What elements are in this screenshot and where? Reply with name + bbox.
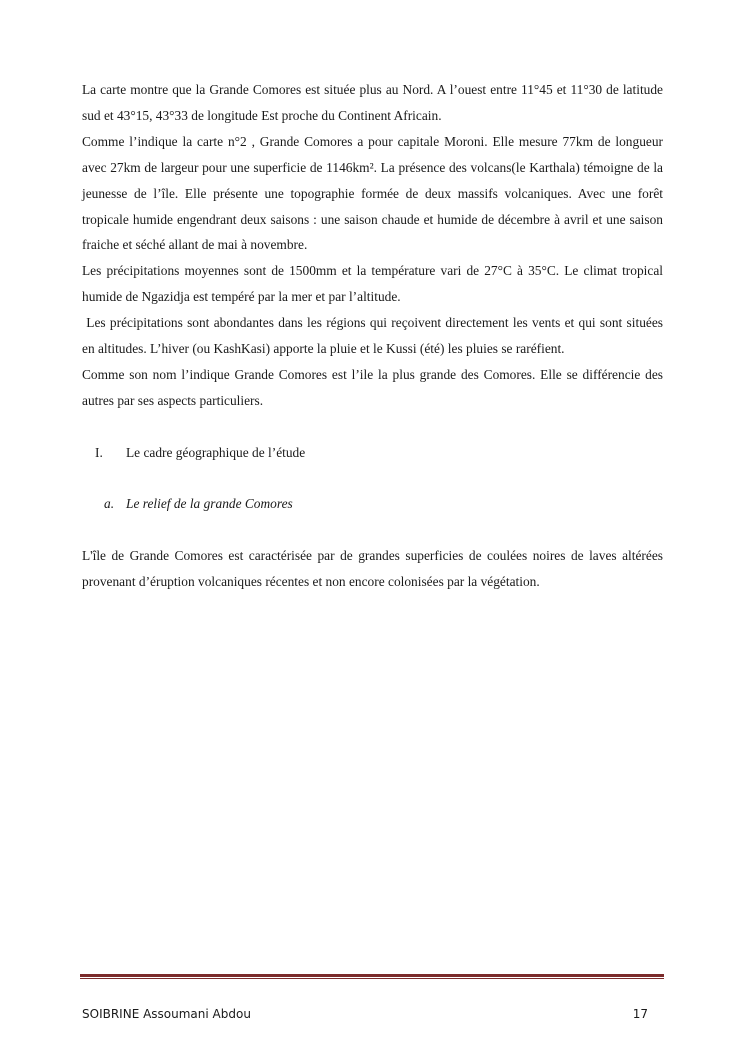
section-heading xyxy=(82,440,663,466)
footer-divider xyxy=(80,974,664,979)
footer-author: SOIBRINE Assoumani Abdou xyxy=(82,1007,251,1021)
section-number: I. xyxy=(95,444,103,460)
paragraph-location: La carte montre que la Grande Comores est située plus au Nord. A l’ouest entre 11°45 et 11°30 de latitude sud et 43°15, 43°33 de longitude Est proche du Continent Africain. xyxy=(82,82,663,123)
paragraph-lava-flows: L'île de Grande Comores est caractérisée par de grandes superficies de coulées noires de laves altérées provenant d’éruption volcaniques récentes et non encore colonisées par la végétation. xyxy=(82,548,663,590)
subsection-number: a. xyxy=(104,496,115,512)
spacer xyxy=(82,466,663,492)
paragraph-capital-dimensions: Comme l’indique la carte n°2 , Grande Comores a pour capitale Moroni. Elle mesure 77km de longueur avec 27km de largeur pour une superficie de 1146km². La présence des volcans(le Karthala) témoigne de la jeunesse de l’île. Elle présente une topographie formée de deux massifs volcaniques. Avec une forêt tropicale humide engendrant deux saisons : une saison chaude et humide de décembre à avril et une saison fraiche et séché allant de mai à novembre. xyxy=(82,133,663,253)
paragraph-seasons: Les précipitations sont abondantes dans les régions qui reçoivent directement les vents et qui sont situées en altitudes. L’hiver (ou KashKasi) apporte la pluie et le Kussi (été) les pluies se raréfient. xyxy=(82,315,667,357)
paragraph-precipitation-temperature: Les précipitations moyennes sont de 1500mm et la température vari de 27°C à 35°C. Le climat tropical humide de Ngazidja est tempéré par la mer et par l’altitude. xyxy=(82,263,663,305)
spacer xyxy=(82,414,663,440)
subsection-heading xyxy=(82,491,663,517)
footer-divider-thin xyxy=(80,978,664,979)
subsection-title: Le relief de la grande Comores xyxy=(126,496,293,512)
footer-divider-thick xyxy=(80,974,664,977)
section-title: Le cadre géographique de l’étude xyxy=(126,444,306,460)
paragraph-largest-island: Comme son nom l’indique Grande Comores est l’ile la plus grande des Comores. Elle se différencie des autres par ses aspects particuliers. xyxy=(82,366,663,408)
page-footer xyxy=(82,1007,648,1021)
page-body xyxy=(82,77,667,595)
page-number: 17 xyxy=(632,1007,648,1021)
spacer xyxy=(82,517,663,543)
